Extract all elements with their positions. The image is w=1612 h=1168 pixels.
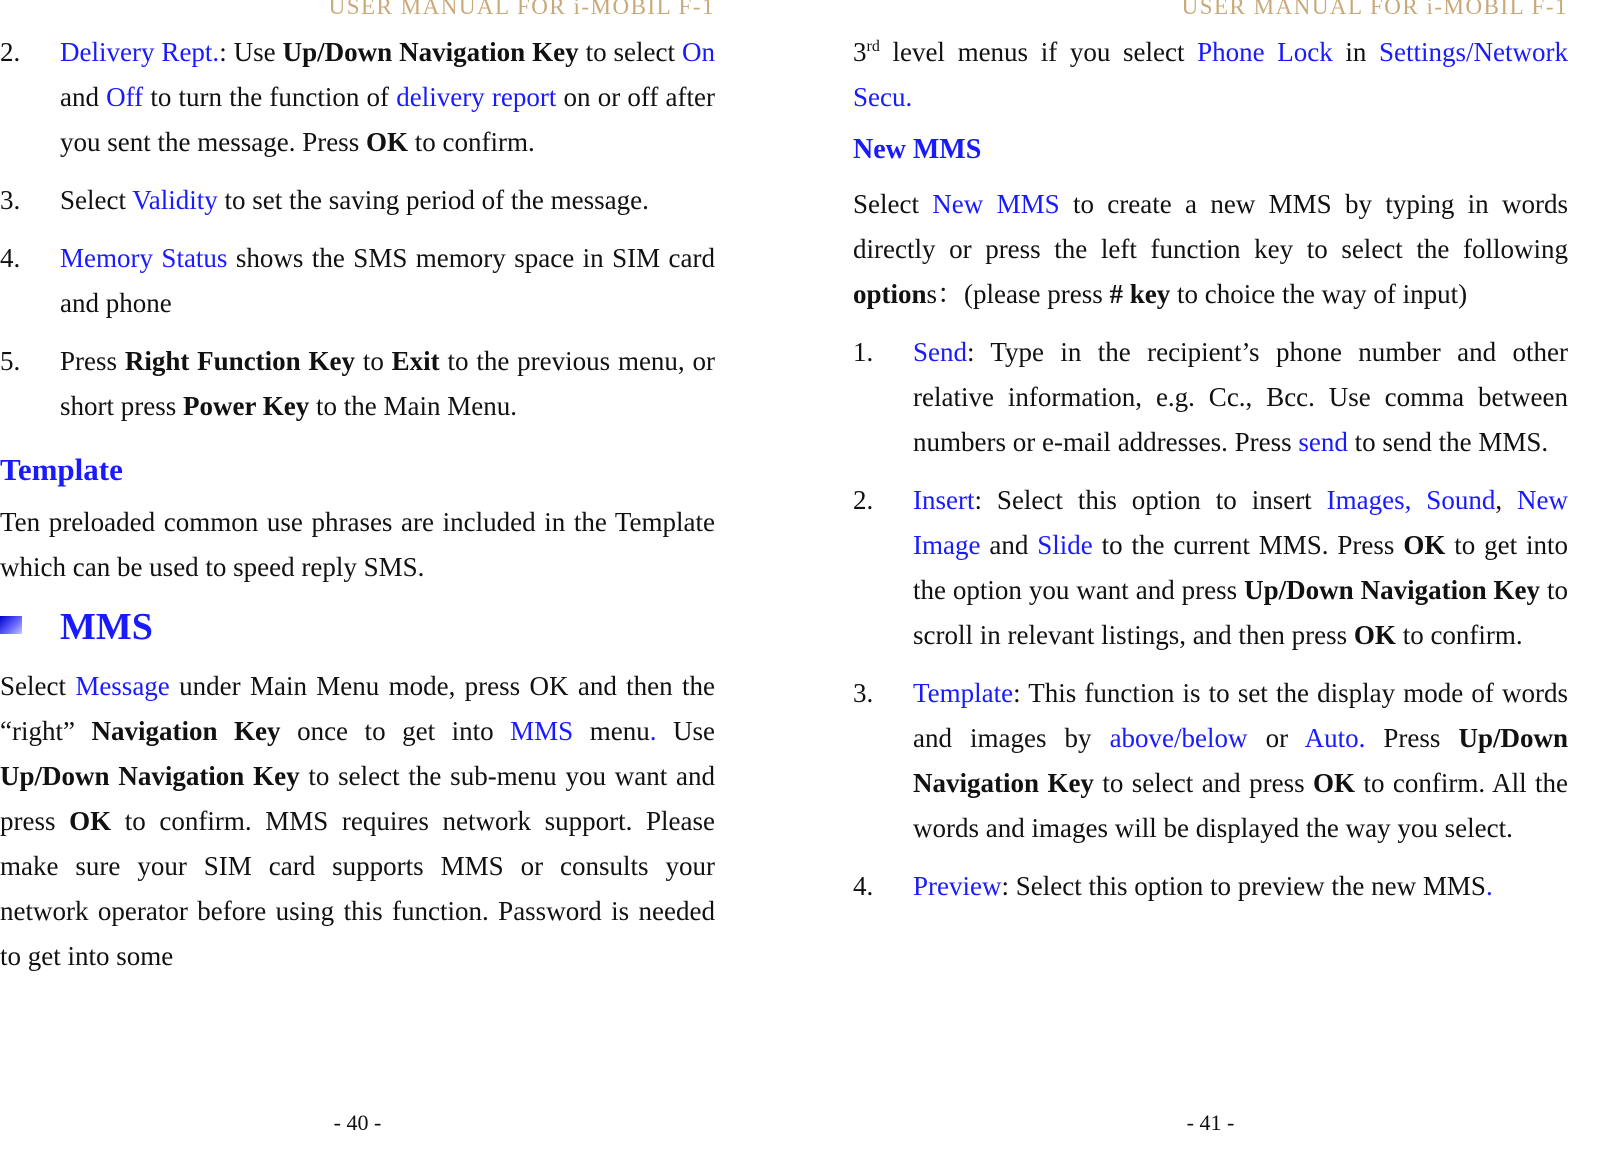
bold-term: OK bbox=[1313, 768, 1356, 798]
running-header: USER MANUAL FOR i-MOBIL F-1 bbox=[328, 0, 715, 19]
left-page bbox=[0, 0, 715, 1168]
bold-term: Exit bbox=[391, 346, 440, 376]
bold-term: OK bbox=[365, 127, 408, 157]
mms-heading bbox=[0, 602, 715, 652]
item-gap bbox=[0, 165, 715, 178]
left-page-content bbox=[0, 30, 715, 979]
highlighted-term: On bbox=[681, 37, 715, 67]
item-gap bbox=[853, 317, 1568, 330]
list-item: 3. Select Validity to set the saving period of the message. bbox=[0, 178, 715, 223]
item-number: 4. bbox=[853, 871, 874, 901]
item-number: 5. bbox=[0, 346, 21, 376]
item-gap bbox=[853, 465, 1568, 478]
item-gap bbox=[0, 429, 715, 442]
page-number: - 41 - bbox=[1186, 1110, 1235, 1135]
bold-term: Up/Down Navigation Key bbox=[913, 723, 1568, 798]
template-heading: Template bbox=[0, 452, 123, 487]
highlighted-term: Send bbox=[913, 337, 967, 367]
mms-heading-text: MMS bbox=[60, 606, 153, 648]
bold-term: Up/Down Navigation Key bbox=[1244, 575, 1541, 605]
item-number: 3. bbox=[853, 678, 874, 708]
intro-paragraph: 3rd level menus if you select Phone Lock in Settings/Network Secu. bbox=[853, 37, 1568, 112]
item-number: 4. bbox=[0, 243, 21, 273]
highlighted-term: Slide bbox=[1037, 530, 1093, 560]
highlighted-term: . bbox=[649, 716, 657, 746]
bold-term: # key bbox=[1109, 279, 1171, 309]
highlighted-term: New Image bbox=[913, 485, 1569, 560]
bold-term: Up/Down Navigation Key bbox=[0, 761, 300, 791]
highlighted-term: New MMS bbox=[932, 189, 1060, 219]
new-mms-paragraph: Select New MMS to create a new MMS by typing in words directly or press the left function key to select the following options：(please press # key to choice the way of input) bbox=[853, 189, 1568, 309]
highlighted-term: Off bbox=[106, 82, 144, 112]
running-header: USER MANUAL FOR i-MOBIL F-1 bbox=[1181, 0, 1568, 19]
list-item: 4. Memory Status shows the SMS memory space in SIM card and phone bbox=[0, 236, 715, 326]
right-item-list bbox=[853, 317, 1568, 922]
highlighted-term: Delivery Rept. bbox=[60, 37, 220, 67]
bold-term: option bbox=[853, 279, 927, 309]
highlighted-term: Memory Status bbox=[60, 243, 228, 273]
highlighted-term: MMS bbox=[510, 716, 574, 746]
highlighted-term: above/below bbox=[1109, 723, 1248, 753]
list-item: 5. Press Right Function Key to Exit to the previous menu, or short press Power Key to the Main Menu. bbox=[0, 339, 715, 429]
bold-term: Navigation Key bbox=[91, 716, 281, 746]
highlighted-term: delivery report bbox=[396, 82, 557, 112]
highlighted-term: Phone Lock bbox=[1197, 37, 1333, 67]
item-number: 1. bbox=[853, 337, 874, 367]
highlighted-term: . bbox=[1485, 871, 1493, 901]
template-paragraph: Ten preloaded common use phrases are included in the Template which can be used to speed reply SMS. bbox=[0, 507, 715, 582]
list-item: 2. Delivery Rept.: Use Up/Down Navigation Key to select On and Off to turn the function of delivery report on or off after you sent the message. Press OK to confirm. bbox=[0, 30, 715, 165]
right-page bbox=[853, 0, 1568, 1168]
mms-paragraph: Select Message under Main Menu mode, press OK and then the “right” Navigation Key once to get into MMS menu. Use Up/Down Navigation Key to select the sub-menu you want and press OK to confirm. MMS requires network support. Please make sure your SIM card supports MMS or consults your network operator before using this function. Password is needed to get into some bbox=[0, 671, 715, 971]
list-item: 4. Preview: Select this option to preview the new MMS. bbox=[853, 864, 1568, 909]
left-item-list bbox=[0, 30, 715, 442]
bold-term: Right Function Key bbox=[124, 346, 356, 376]
highlighted-term: Images, Sound bbox=[1326, 485, 1496, 515]
item-gap bbox=[853, 851, 1568, 864]
highlighted-term: Validity bbox=[132, 185, 218, 215]
item-number: 2. bbox=[0, 37, 21, 67]
list-item: 1. Send: Type in the recipient’s phone number and other relative information, e.g. Cc., Bcc. Use comma between numbers or e-mail addresses. Press send to send the MMS. bbox=[853, 330, 1568, 465]
right-page-content bbox=[853, 30, 1568, 922]
item-gap bbox=[853, 658, 1568, 671]
superscript: rd bbox=[866, 38, 880, 55]
highlighted-term: Message bbox=[75, 671, 170, 701]
item-number: 2. bbox=[853, 485, 874, 515]
bold-term: OK bbox=[69, 806, 112, 836]
bold-term: Up/Down Navigation Key bbox=[282, 37, 579, 67]
highlighted-term: Settings/Network Secu. bbox=[853, 37, 1568, 112]
bold-term: OK bbox=[1353, 620, 1396, 650]
item-number: 3. bbox=[0, 185, 21, 215]
bold-term: Power Key bbox=[183, 391, 310, 421]
bold-term: OK bbox=[1403, 530, 1446, 560]
page-number: - 40 - bbox=[333, 1110, 382, 1135]
item-gap bbox=[0, 223, 715, 236]
item-gap bbox=[853, 909, 1568, 922]
list-item: 2. Insert: Select this option to insert Images, Sound, New Image and Slide to the current MMS. Press OK to get into the option you want and press Up/Down Navigation Key to scroll in relevant listings, and then press OK to confirm. bbox=[853, 478, 1568, 658]
highlighted-term: Preview bbox=[913, 871, 1002, 901]
highlighted-term: send bbox=[1298, 427, 1348, 457]
item-gap bbox=[0, 326, 715, 339]
highlighted-term: Template bbox=[913, 678, 1014, 708]
list-item: 3. Template: This function is to set the display mode of words and images by above/below or Auto. Press Up/Down Navigation Key to select and press OK to confirm. All the words and images will be displayed the way you select. bbox=[853, 671, 1568, 851]
highlighted-term: Auto. bbox=[1304, 723, 1366, 753]
square-bullet-icon bbox=[0, 616, 22, 634]
new-mms-heading: New MMS bbox=[853, 134, 982, 165]
highlighted-term: Insert bbox=[913, 485, 975, 515]
